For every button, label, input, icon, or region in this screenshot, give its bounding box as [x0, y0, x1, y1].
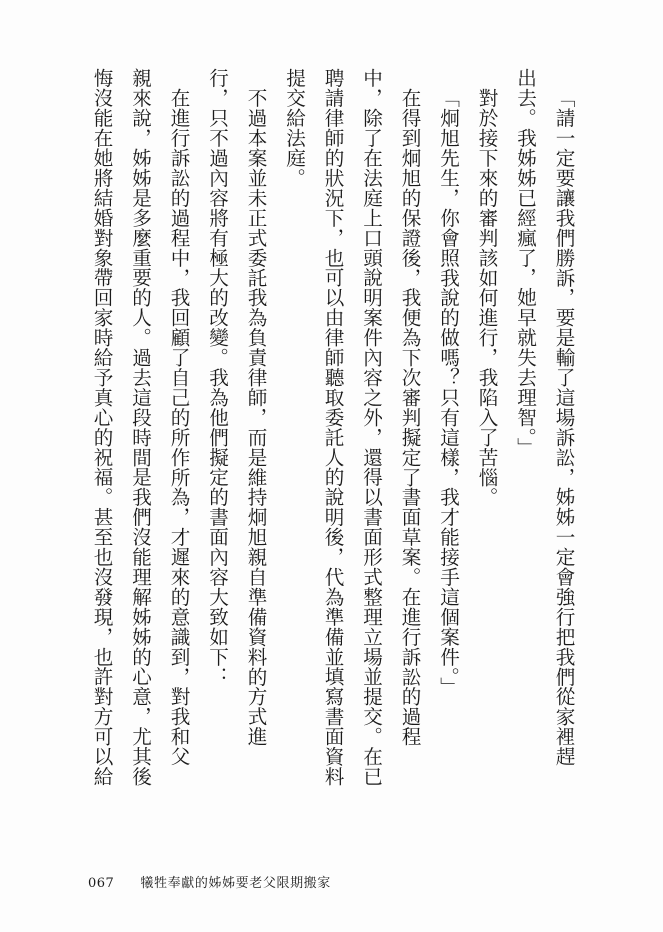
running-title: 犧牲奉獻的姊姊要老父限期搬家 — [140, 876, 331, 891]
text-column-3: 對於接下來的審判該如何進行，我陷入了苦惱。 — [475, 88, 498, 507]
text-column-5: 在得到炯旭的保證後，我便為下次審判擬定了書面草案。在進行訴訟的過程 — [398, 88, 421, 747]
text-column-6: 中，除了在法庭上口頭說明案件內容之外，還得以書面形式整理立場並提交。在已 — [359, 68, 383, 787]
text-column-4: 「炯旭先生，你會照我說的做嗎？只有這樣，我才能接手這個案件。」 — [436, 88, 460, 697]
text-column-10: 行，只不過內容將有極大的改變。我為他們擬定的書面內容大致如下： — [205, 68, 229, 687]
text-column-7: 聘請律師的狀況下，也可以由律師聽取委託人的說明後，代為準備並填寫書面資料 — [321, 68, 344, 787]
text-column-1: 「請一定要讓我們勝訴，要是輸了這場訴訟，姊姊一定會強行把我們從家裡趕 — [552, 88, 575, 767]
text-column-13: 悔沒能在她將結婚對象帶回家時給予真心的祝福。甚至也沒發現，也許對方可以給 — [90, 68, 113, 787]
text-column-11: 在進行訴訟的過程中，我回顧了自己的所作所為，才遲來的意識到，對我和父 — [167, 88, 190, 767]
text-column-9: 不過本案並未正式委託我為負責律師，而是維持炯旭親自準備資料的方式進 — [244, 88, 267, 747]
page-footer — [88, 872, 331, 891]
text-column-12: 親來說，姊姊是多麼重要的人。過去這段時間是我們沒能理解姊姊的心意，尤其後 — [128, 68, 152, 787]
text-column-2: 出去。我姊姊已經瘋了，她早就失去理智。」 — [513, 68, 537, 458]
text-column-8: 提交給法庭。 — [282, 68, 306, 188]
page-number: 067 — [88, 876, 115, 891]
vertical-text-body — [88, 68, 576, 826]
